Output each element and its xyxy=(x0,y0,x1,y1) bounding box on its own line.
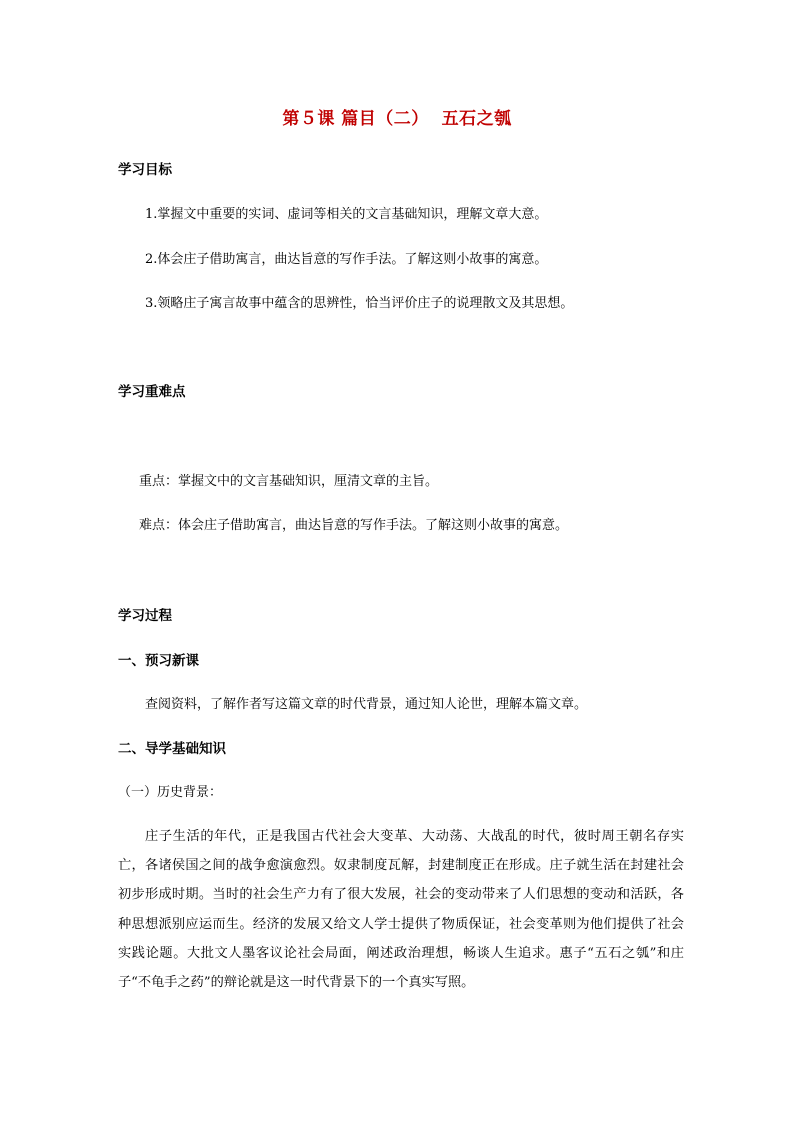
focus-point: 重点：掌握文中的文言基础知识，厘清文章的主旨。 xyxy=(139,474,439,489)
basics-heading: 二、导学基础知识 xyxy=(118,741,226,757)
key-points-heading: 学习重难点 xyxy=(118,384,186,400)
lesson-title: 第５课 篇目（二） 五石之瓠 xyxy=(282,109,512,129)
objective-item-2: 2.体会庄子借助寓言，曲达旨意的写作手法。了解这则小故事的寓意。 xyxy=(145,252,548,267)
difficulty-point: 难点：体会庄子借助寓言，曲达旨意的写作手法。了解这则小故事的寓意。 xyxy=(139,518,569,533)
objective-item-3: 3.领略庄子寓言故事中蕴含的思辨性，恰当评价庄子的说理散文及其思想。 xyxy=(145,296,574,311)
preview-text: 查阅资料，了解作者写这篇文章的时代背景，通过知人论世，理解本篇文章。 xyxy=(145,697,588,712)
history-subheading: （一）历史背景： xyxy=(118,785,223,800)
objective-item-1: 1.掌握文中重要的实词、虚词等相关的文言基础知识，理解文章大意。 xyxy=(145,207,548,222)
process-heading: 学习过程 xyxy=(118,608,172,624)
objectives-heading: 学习目标 xyxy=(118,162,172,178)
preview-heading: 一、预习新课 xyxy=(118,653,199,669)
history-background-paragraph: 庄子生活的年代，正是我国古代社会大变革、大动荡、大战乱的时代，彼时周王朝名存实亡，各诸侯国之间的战争愈演愈烈。奴隶制度瓦解，封建制度正在形成。庄子就生活在封建社会初步形成时期。当时的社会生产力有了很大发展，社会的变动带来了人们思想的变动和活跃，各种思想派别应运而生。经济的发展又给文人学士提供了物质保证，社会变革则为他们提供了社会实践论题。大批文人墨客议论社会局面，阐述政治理想，畅谈人生追求。惠子“五石之瓠”和庄子“不龟手之药”的辩论就是这一时代背景下的一个真实写照。 xyxy=(118,829,684,991)
